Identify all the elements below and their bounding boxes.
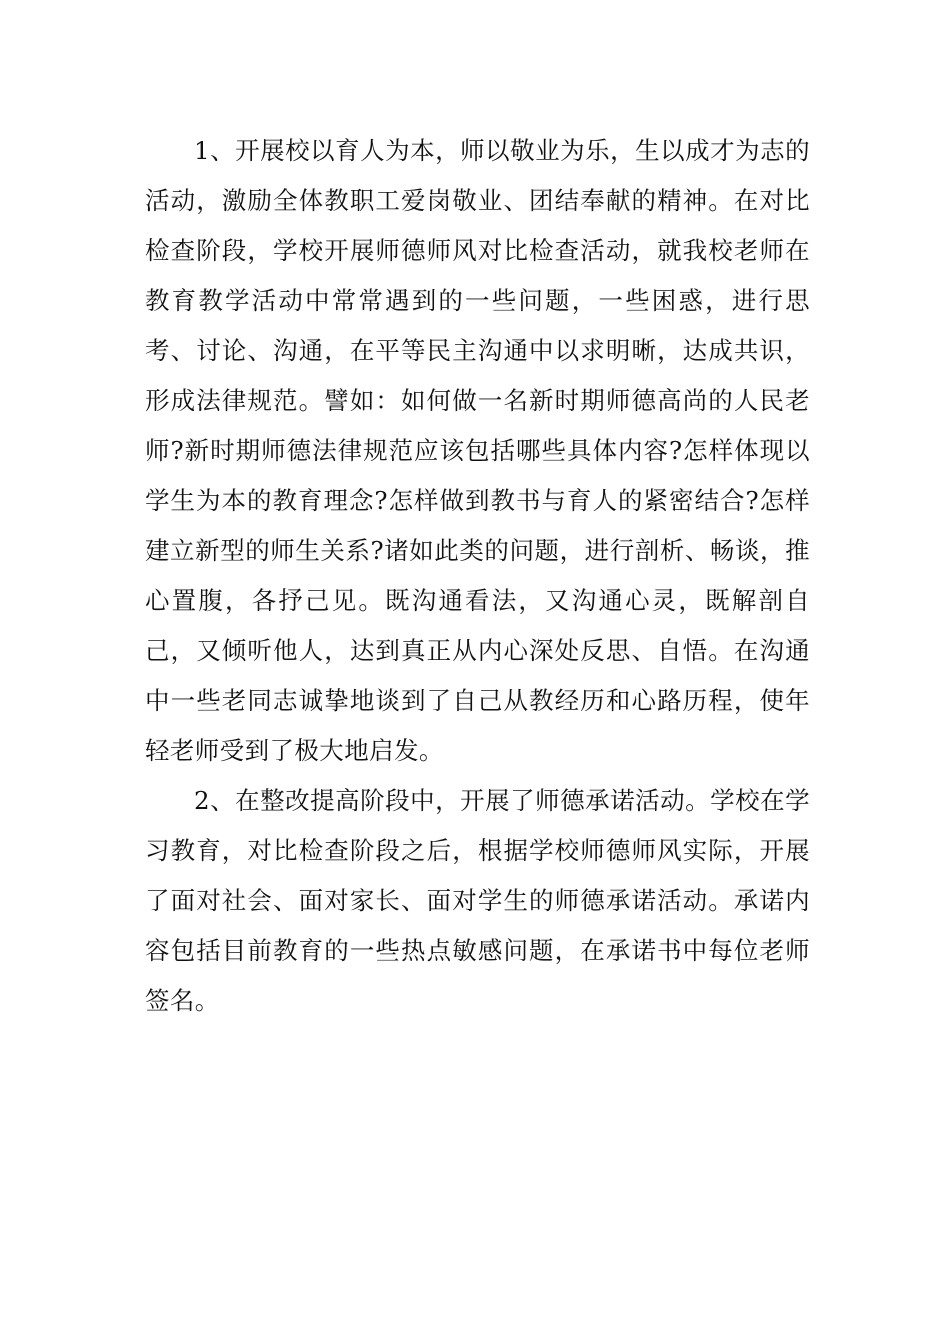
paragraph-2: 2、在整改提高阶段中，开展了师德承诺活动。学校在学习教育，对比检查阶段之后，根据学校师德师风实际，开展了面对社会、面对家长、面对学生的师德承诺活动。承诺内容包括目前教育的一些热点敏感问题，在承诺书中每位老师签名。: [145, 786, 810, 1015]
document-body: [145, 126, 810, 1026]
paragraph-1: 1、开展校以育人为本，师以敬业为乐，生以成才为志的活动，激励全体教职工爱岗敬业、团结奉献的精神。在对比检查阶段，学校开展师德师风对比检查活动，就我校老师在教育教学活动中常常遇到的一些问题，一些困惑，进行思考、讨论、沟通，在平等民主沟通中以求明晰，达成共识，形成法律规范。譬如：如何做一名新时期师德高尚的人民老师?新时期师德法律规范应该包括哪些具体内容?怎样体现以学生为本的教育理念?怎样做到教书与育人的紧密结合?怎样建立新型的师生关系?诸如此类的问题，进行剖析、畅谈，推心置腹，各抒己见。既沟通看法，又沟通心灵，既解剖自己，又倾听他人，达到真正从内心深处反思、自悟。在沟通中一些老同志诚挚地谈到了自己从教经历和心路历程，使年轻老师受到了极大地启发。: [145, 136, 810, 765]
